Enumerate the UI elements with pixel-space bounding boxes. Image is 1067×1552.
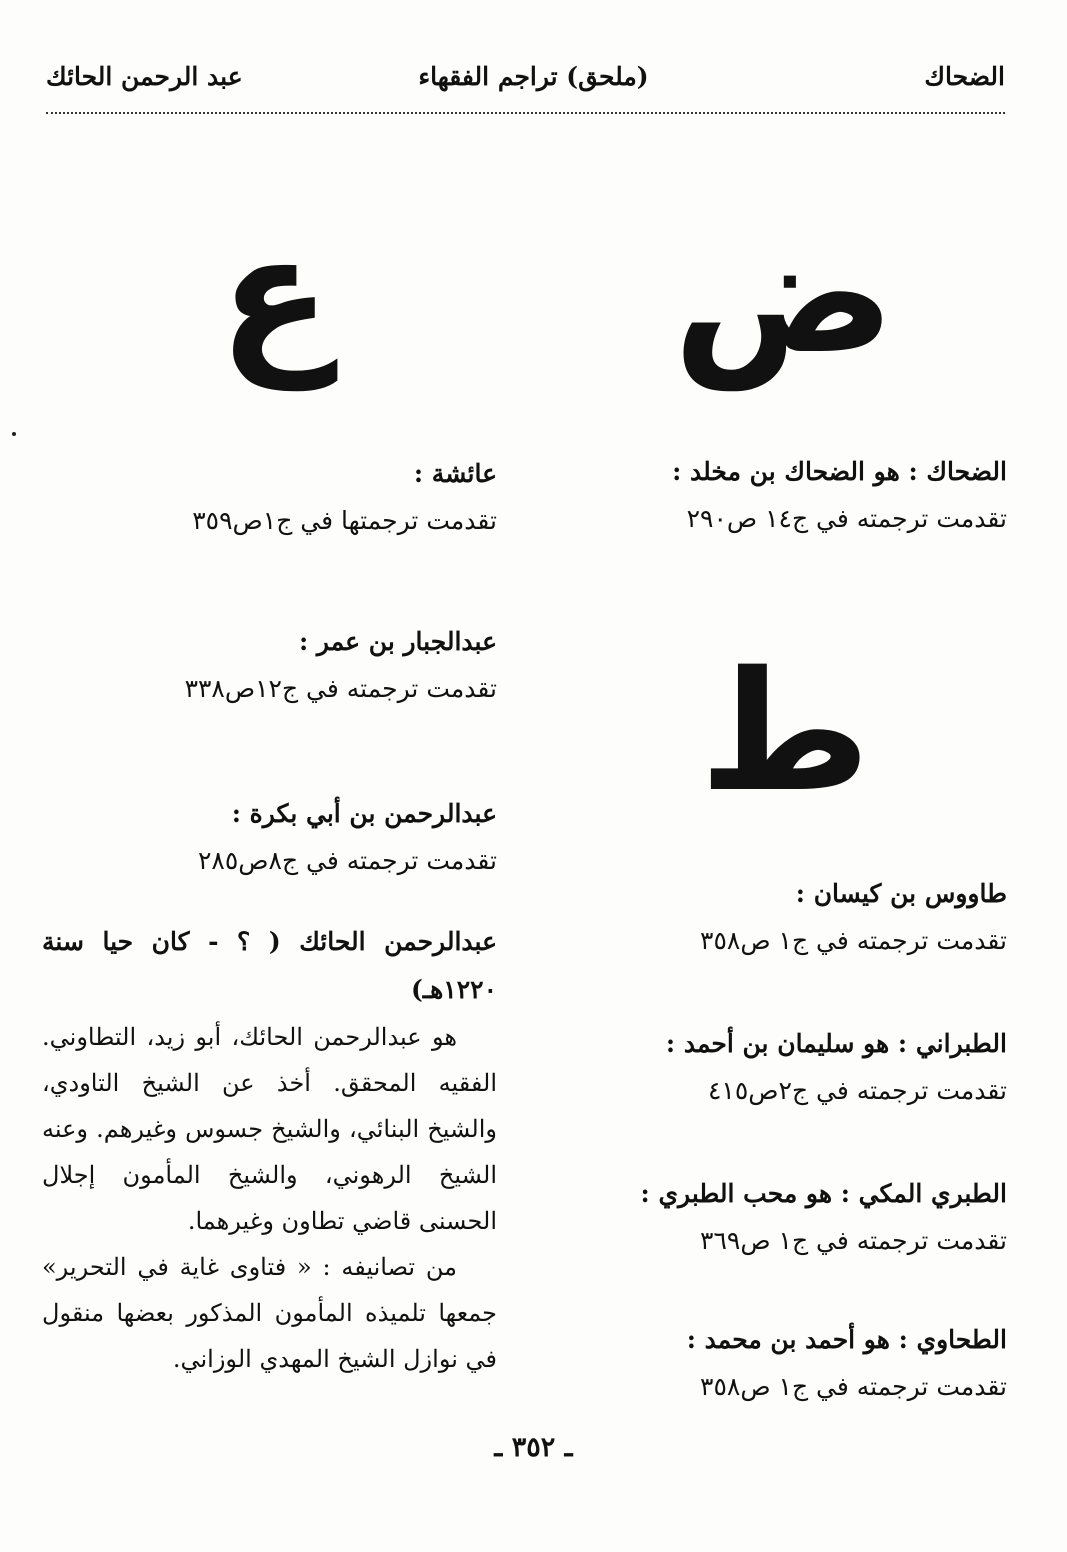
entry-abdalrahman-abi-bakra [198, 792, 497, 886]
entry-biography [42, 1014, 497, 1382]
right-column [607, 0, 1007, 1552]
entry-tawus [700, 872, 1007, 966]
entry-aisha [192, 452, 497, 546]
running-header-right: الضحاك [924, 62, 1005, 91]
entry-dahhak [672, 450, 1007, 544]
entry-reference: تقدمت ترجمته في ج١٤ ص٢٩٠ [686, 504, 1007, 533]
entry-name: عائشة : [413, 459, 497, 488]
entry-reference: تقدمت ترجمتها في ج١ص٣٥٩ [192, 506, 497, 535]
print-speck [12, 432, 16, 436]
entry-name: عبدالجبار بن عمر : [298, 627, 497, 656]
entry-tahawi [687, 1318, 1007, 1412]
works-paragraph: من تصانيفه : « فتاوى غاية في التحرير» جمعها تلميذه المأمون المذكور بعضها منقول في نوازل الشيخ المهدي الوزاني. [42, 1253, 497, 1373]
running-header-center: (ملحق) تراجم الفقهاء [418, 62, 649, 91]
entry-tabarani [666, 1022, 1007, 1116]
entry-reference: تقدمت ترجمته في ج١ ص٣٥٨ [700, 926, 1007, 955]
entry-tabari-makki [641, 1172, 1007, 1266]
entry-name: الضحاك : هو الضحاك بن مخلد : [672, 457, 1007, 486]
page-number: ـ ٣٥٢ ـ [494, 1432, 573, 1463]
section-letter-taa: ط [699, 636, 871, 828]
section-letter-ain: ع [218, 198, 332, 390]
biography-paragraph: هو عبدالرحمن الحائك، أبو زيد، التطاوني. الفقيه المحقق. أخذ عن الشيخ التاودي، والشيخ البنائي، والشيخ جسوس وغيرهم. وعنه الشيخ الرهوني، والشيخ المأمون إجلال الحسنى قاضي تطاون وغيرهما. [42, 1023, 497, 1235]
entry-name: الطبراني : هو سليمان بن أحمد : [665, 1029, 1007, 1058]
entry-reference: تقدمت ترجمته في ج١٢ص٣٣٨ [184, 674, 497, 703]
entry-name: طاووس بن كيسان : [795, 879, 1007, 908]
entry-abdaljabbar [185, 620, 497, 714]
entry-reference: تقدمت ترجمته في ج١ ص٣٦٩ [700, 1226, 1007, 1255]
entry-abdalrahman-haik [42, 918, 497, 1382]
entry-reference: تقدمت ترجمته في ج١ ص٣٥٨ [700, 1372, 1007, 1401]
running-header-left: عبد الرحمن الحائك [46, 62, 243, 91]
entry-reference: تقدمت ترجمته في ج٨ص٢٨٥ [197, 846, 497, 875]
entry-name: الطحاوي : هو أحمد بن محمد : [686, 1325, 1007, 1354]
entry-reference: تقدمت ترجمته في ج٢ص٤١٥ [707, 1076, 1007, 1105]
entry-name: عبدالرحمن بن أبي بكرة : [231, 799, 497, 828]
section-letter-dad: ض [673, 198, 895, 390]
entry-name: الطبري المكي : هو محب الطبري : [640, 1179, 1007, 1208]
left-column [42, 0, 497, 1552]
entry-name: عبدالرحمن الحائك ( ؟ - كان حيا سنة ١٢٢٠هـ) [42, 927, 497, 1004]
